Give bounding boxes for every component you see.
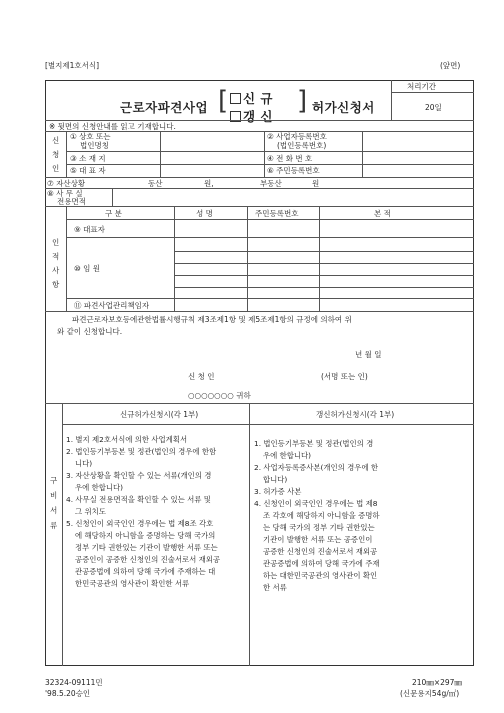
- col-header-domicile: 본 적: [374, 209, 391, 218]
- field-office-label: ⑧ 사 무 실: [47, 189, 83, 198]
- field-office-label-2: 전용면적: [57, 197, 86, 206]
- new-doc-line: 한민국공관의 영사관이 확인한 서류: [75, 579, 190, 588]
- footer-paper: (신문용지54g/㎡): [400, 689, 460, 698]
- applicant-label-1: 신: [52, 136, 60, 145]
- field-rrn-label: ⑥ 주민등록번호: [267, 166, 320, 175]
- renew-doc-line: 는 당해 국가의 정부 기타 권한있는: [263, 523, 375, 532]
- new-doc-line: 5. 신청인이 외국인인 경우에는 법 제8조 각호: [66, 519, 214, 528]
- renew-doc-line: 공증한 신청인의 진술서로서 재외공: [263, 547, 378, 556]
- col-header-category: 구 분: [105, 209, 122, 218]
- new-doc-line: 그 위치도: [75, 507, 106, 516]
- option-renew-label: 갱 신: [243, 109, 274, 124]
- assets-realestate: 부동산: [260, 179, 282, 188]
- renew-docs-list: [254, 438, 472, 594]
- field-phone-label: ④ 전 화 번 호: [267, 154, 313, 163]
- instruction-note: ※ 뒷면의 신청안내를 읽고 기재합니다.: [49, 122, 176, 131]
- form-title-suffix: 허가신청서: [312, 100, 375, 115]
- field-company-label-2: 법인명칭: [80, 141, 109, 150]
- new-doc-line: 1. 별지 제2호서식에 의한 사업계획서: [66, 435, 188, 444]
- docs-label-2: 비: [50, 491, 58, 500]
- new-docs-list: [66, 434, 246, 590]
- new-doc-line: 관공증법에 의하여 당해 국가에 주재하는 대: [75, 567, 216, 576]
- field-bizno-label-2: (법인등록번호): [277, 141, 327, 150]
- field-rep-label: ⑤ 대 표 자: [70, 166, 106, 175]
- renew-doc-line: 한 서류: [263, 583, 287, 592]
- renew-doc-line: 2. 사업자등록증사본(개인의 경우에 한: [254, 463, 379, 472]
- page-side: (앞면): [440, 61, 461, 70]
- bracket-right: ]: [297, 86, 308, 116]
- declaration-line-1: 파견근로자보호등에관한법률시행규칙 제3조제1항 및 제5조제1항의 규정에 의하여 위: [72, 315, 352, 324]
- new-doc-line: 우에 한합니다): [75, 483, 124, 492]
- assets-won-1: 원,: [204, 179, 214, 188]
- renew-doc-line: 조 각호에 해당하지 아니함을 증명하: [263, 511, 380, 520]
- field-company-label: ① 상호 또는: [70, 132, 111, 141]
- col-header-name: 성 명: [196, 209, 213, 218]
- new-doc-line: 정부 기타 권한있는 기관이 발행한 서류 또는: [75, 543, 218, 552]
- form-title: 근로자파견사업: [120, 100, 209, 115]
- new-doc-line: 3. 자산상황을 확인할 수 있는 서류(개인의 경: [66, 471, 212, 480]
- applicant-sign-label: 신 청 인: [188, 372, 215, 381]
- bracket-left: [: [218, 86, 229, 116]
- docs-label-3: 서: [50, 506, 58, 515]
- declaration-line-2: 와 같이 신청합니다.: [57, 327, 123, 336]
- new-doc-line: 공증인이 공증한 신청인의 진술서로서 재외공: [75, 555, 221, 564]
- field-address-label: ③ 소 재 지: [70, 154, 106, 163]
- new-doc-line: 2. 법인등기부등본 및 정관(법인의 경우에 한함: [66, 447, 217, 456]
- new-doc-line: 에 해당하지 아니함을 증명하는 당해 국가의: [75, 531, 216, 540]
- renew-doc-line: 1. 법인등기부등본 및 정관(법인의 경: [254, 439, 374, 448]
- processing-period-value: 20일: [425, 103, 442, 112]
- renew-permit-header: 갱신허가신청시(각 1부): [316, 410, 395, 419]
- col-header-rrn: 주민등록번호: [255, 209, 299, 218]
- option-renew: [230, 107, 273, 125]
- row-representative: ⑨ 대표자: [74, 225, 105, 234]
- renew-doc-line: 하는 대한민국공관의 영사관이 확인: [263, 571, 378, 580]
- new-doc-line: 4. 사무실 전용면적을 확인할 수 있는 서류 및: [66, 495, 211, 504]
- field-assets-label: ⑦ 자산상황: [47, 179, 86, 188]
- staff-label-4: 항: [52, 280, 60, 289]
- new-permit-header: 신규허가신청시(각 1부): [120, 410, 199, 419]
- processing-period-label: 처리기간: [407, 82, 436, 91]
- applicant-label-2: 청: [52, 150, 60, 159]
- staff-label-3: 사: [52, 266, 60, 275]
- footer-code: 32324-09111민: [45, 678, 103, 687]
- row-officers: ⑩ 임 원: [74, 264, 100, 273]
- recipient: ○○○○○○○ 귀하: [188, 391, 251, 400]
- form-number: [별지제1호서식]: [45, 61, 100, 70]
- row-manager: ⑪ 파견사업관리책임자: [74, 301, 150, 310]
- renew-doc-line: 관공증법에 의하여 당해 국가에 주재: [263, 559, 380, 568]
- option-new-label: 신 규: [243, 91, 274, 106]
- sign-or-seal: (서명 또는 인): [321, 372, 368, 381]
- footer-approval: '98.5.20승인: [45, 689, 91, 698]
- date-line: 년 월 일: [355, 350, 382, 359]
- renew-doc-line: 4. 신청인이 외국인인 경우에는 법 제8: [254, 499, 378, 508]
- docs-label-4: 류: [50, 521, 58, 530]
- staff-label-1: 인: [52, 238, 60, 247]
- footer-size: 210㎜×297㎜: [412, 678, 462, 687]
- docs-label-1: 구: [50, 476, 58, 485]
- assets-won-2: 원: [312, 179, 320, 188]
- renew-doc-line: 우에 한합니다): [263, 451, 312, 460]
- renew-doc-line: 합니다): [263, 475, 288, 484]
- option-new: [230, 89, 273, 107]
- field-bizno-label: ② 사업자등록번호: [267, 132, 327, 141]
- assets-movable: 동산: [148, 179, 163, 188]
- staff-label-2: 적: [52, 252, 60, 261]
- applicant-label-3: 인: [52, 164, 60, 173]
- renew-doc-line: 기관이 발행한 서류 또는 공증인이: [263, 535, 373, 544]
- new-doc-line: 니다): [75, 459, 93, 468]
- renew-doc-line: 3. 허가증 사본: [254, 487, 302, 496]
- checkbox-new[interactable]: [230, 93, 241, 104]
